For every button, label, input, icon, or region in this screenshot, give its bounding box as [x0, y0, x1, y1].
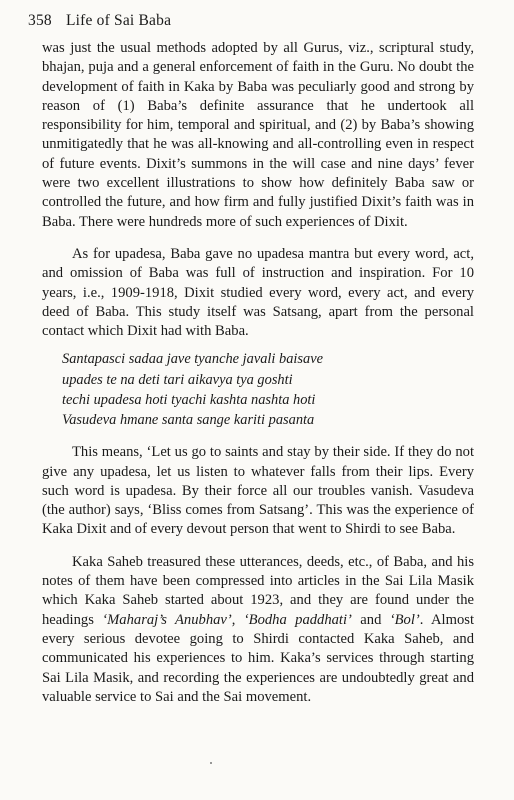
running-title: Life of Sai Baba: [65, 12, 172, 29]
verse-line-3: techi upadesa hoti tyachi kashta nashta hoti: [62, 391, 316, 408]
verse-block: [62, 349, 474, 430]
running-header: [28, 12, 171, 30]
body-text: [42, 39, 474, 707]
print-speck: [210, 762, 212, 764]
verse-line-1: Santapasci sadaa jave tyanche javali baisave: [62, 351, 323, 368]
verse-line-4: Vasudeva hmane santa sange kariti pasanta: [62, 412, 315, 429]
heading-bodha-paddhati: ‘Bodha paddhati’: [243, 611, 352, 628]
paragraph-4-text-d: . Almost every serious devotee going to Shirdi contacted Kaka Saheb, and communicated his experiences to him. Kaka’s services through starting Sai Lila Masik, and recording the experiences are undoubtedly great and valuable service to Sai and the Sai movement.: [42, 611, 474, 705]
paragraph-2: As for upadesa, Baba gave no upadesa mantra but every word, act, and omission of Baba was full of instruction and inspiration. For 10 years, i.e., 1909-1918, Dixit studied every word, every act, and every deed of Baba. This study itself was Satsang, apart from the personal contact which Dixit had with Baba.: [42, 245, 474, 340]
paragraph-4-text-b: ,: [231, 611, 244, 628]
verse-line-2: upades te na deti tari aikavya tya goshti: [62, 371, 293, 388]
heading-maharajs-anubhav: ‘Maharaj’s Anubhav’: [102, 611, 232, 628]
page-number: 358: [28, 12, 52, 29]
heading-bol: ‘Bol’: [389, 611, 420, 628]
paragraph-1: was just the usual methods adopted by all Gurus, viz., scriptural study, bhajan, puja and a general enforcement of faith in the Guru. No doubt the development of faith in Kaka by Baba was peculiarly good and strong by reason of (1) Baba’s definite assurance that he undertook all responsibility for him, temporal and spiritual, and (2) by Baba’s showing unmitigatedly that he was all-knowing and all-controlling even in respect of future events. Dixit’s summons in the will case and nine days’ fever were two excellent illustrations to show how definitely Baba saw or controlled the future, and how firm and fully justified Dixit’s faith was in Baba. There were hundreds more of such experiences of Dixit.: [42, 40, 474, 230]
paragraph-4-text-a: Kaka Saheb treasured these utterances, deeds, etc., of Baba, and his notes of them have been compressed into articles in the Sai Lila Masik which Kaka Saheb started about 1923, and they are found under the headings: [42, 553, 474, 628]
paragraph-4-text-c: and: [351, 611, 390, 628]
paragraph-3: This means, ‘Let us go to saints and stay by their side. If they do not give any upadesa, let us listen to whatever falls from their lips. Every such word is upadesa. By their force all our troubles vanish. Vasudeva (the author) says, ‘Bliss comes from Satsang’. This was the experience of Kaka Dixit and of every devout person that went to Shirdi to see Baba.: [42, 444, 474, 538]
paragraph-4: [42, 553, 474, 707]
